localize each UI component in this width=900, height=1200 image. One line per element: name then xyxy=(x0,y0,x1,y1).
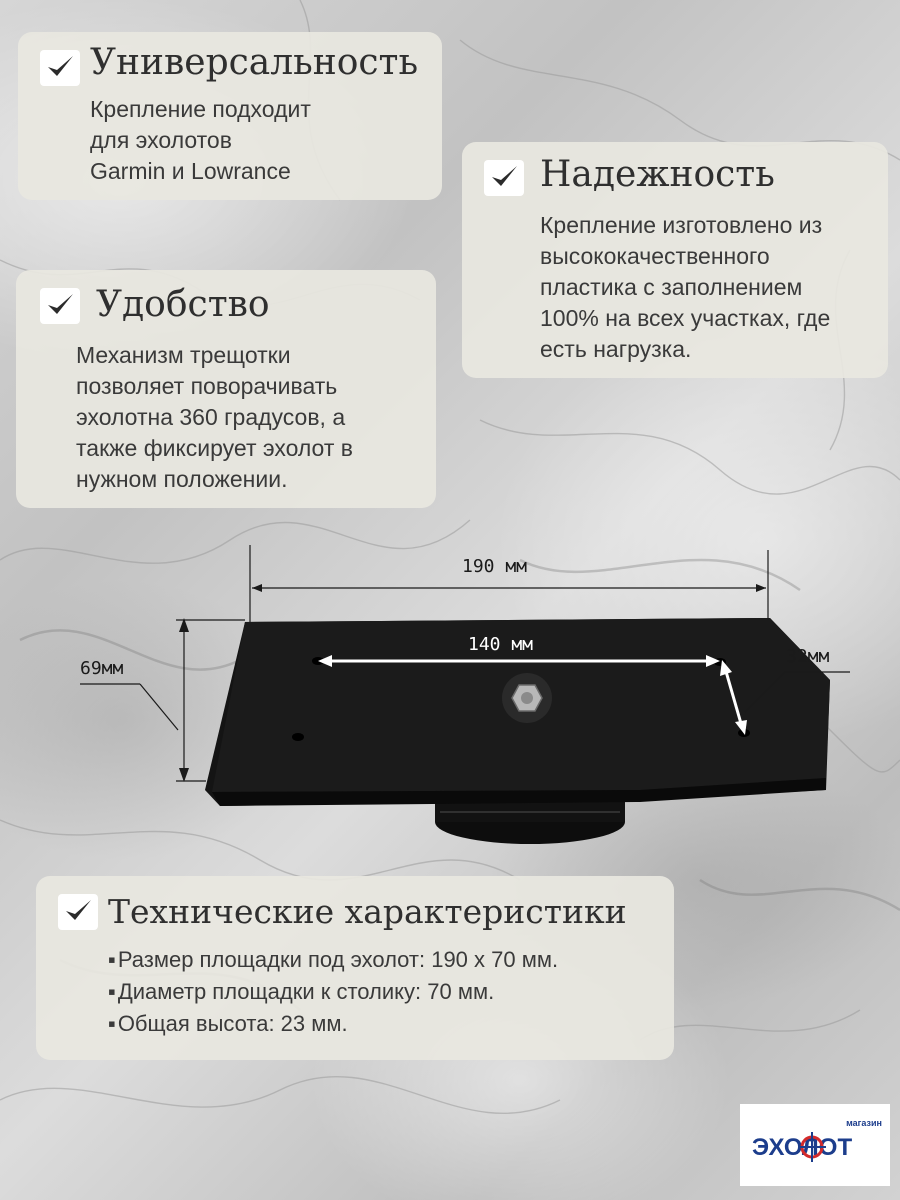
check-icon xyxy=(484,160,524,196)
card-title: Универсальность xyxy=(90,42,419,83)
dimension-height-label: 69мм xyxy=(80,658,124,679)
target-icon xyxy=(798,1130,826,1164)
card-title: Технические характеристики xyxy=(108,892,627,931)
check-icon xyxy=(58,894,98,930)
dimension-width-label: 190 мм xyxy=(462,556,528,577)
card-title: Удобство xyxy=(96,284,270,325)
tech-specs-list xyxy=(108,944,558,1040)
spec-item: ▪ Размер площадки под эхолот: 190 х 70 мм. xyxy=(108,944,558,976)
check-icon xyxy=(40,50,80,86)
shop-logo[interactable] xyxy=(740,1104,890,1186)
check-icon xyxy=(40,288,80,324)
logo-wordmark: ЭХОЛОТ xyxy=(752,1134,853,1161)
feature-card-reliable xyxy=(462,142,888,378)
feature-card-comfort xyxy=(16,270,436,508)
dimension-hole-offset-label: 32мм xyxy=(786,646,830,667)
feature-card-universal xyxy=(18,32,442,200)
mount-diagram xyxy=(0,530,900,860)
card-description: Механизм трещотки позволяет поворачивать эхолотна 360 градусов, а также фиксирует эхолот в нужном положении. xyxy=(76,342,353,492)
card-title: Надежность xyxy=(540,154,775,195)
spec-item: ▪ Общая высота: 23 мм. xyxy=(108,1008,558,1040)
dimension-hole-spacing-label: 140 мм xyxy=(468,634,534,655)
card-description: Крепление изготовлено из высококачественного пластика с заполнением 100% на всех участках, где есть нагрузка. xyxy=(540,212,831,362)
mount-hole xyxy=(292,733,304,741)
tech-specs-card xyxy=(36,876,674,1060)
spec-item: ▪ Диаметр площадки к столику: 70 мм. xyxy=(108,976,558,1008)
logo-small-text: магазин xyxy=(846,1118,882,1128)
card-description: Крепление подходит для эхолотов Garmin и Lowrance xyxy=(90,96,311,184)
